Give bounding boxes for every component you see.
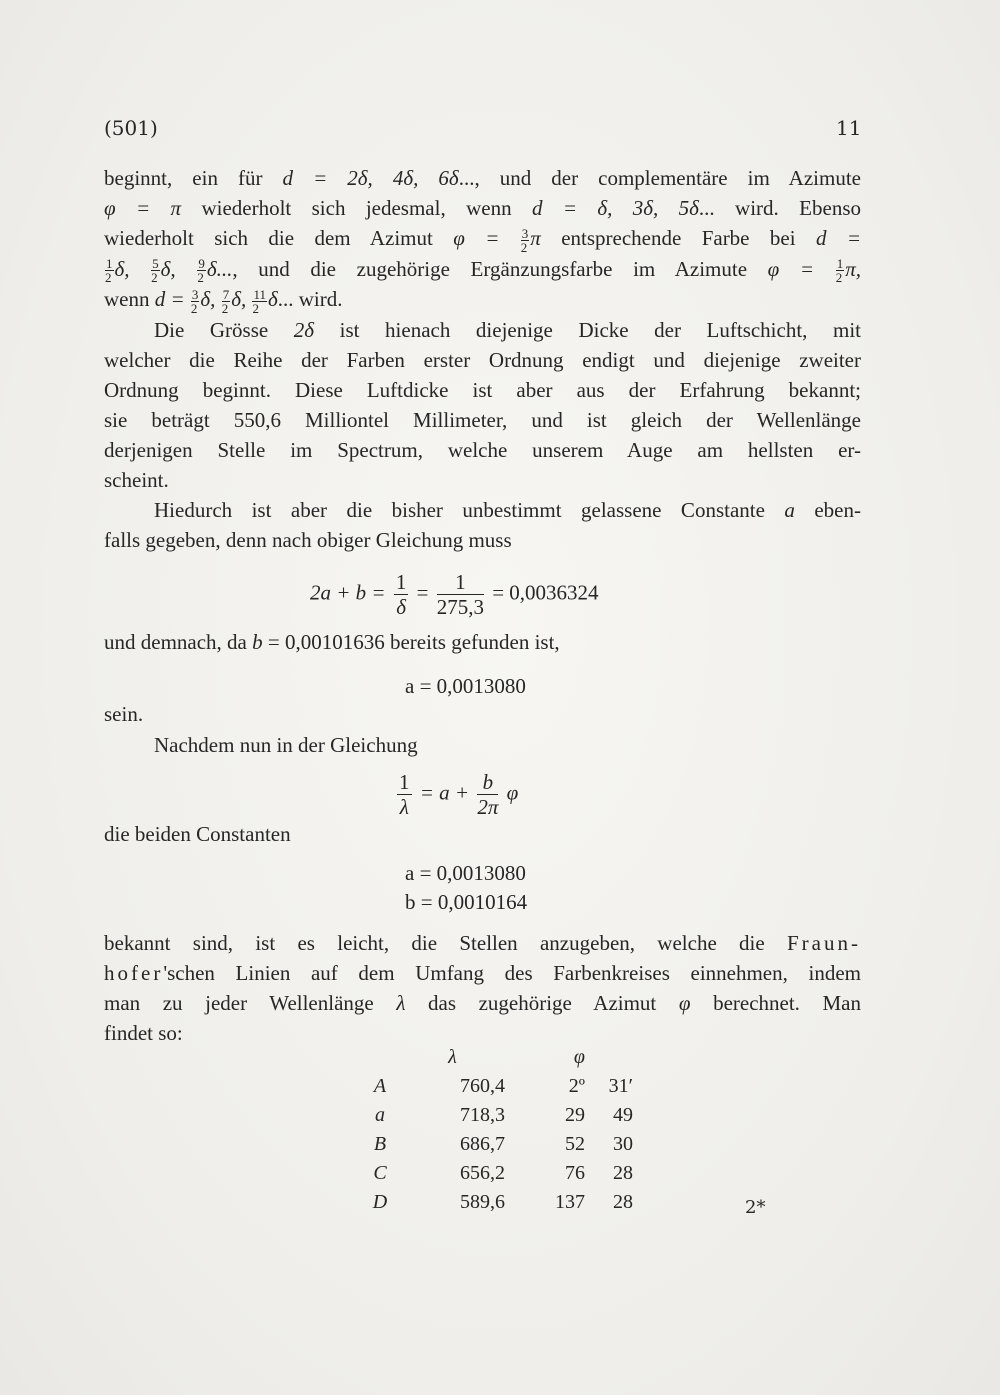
paragraph-5: Nachdem nun in der Gleichung xyxy=(154,733,418,757)
wavelength-azimuth-table xyxy=(360,1043,633,1217)
equation-4b: b = 0,0010164 xyxy=(405,890,528,914)
text-sein: sein. xyxy=(104,702,144,726)
paragraph-6: die beiden Constanten xyxy=(104,822,291,846)
equation-2: a = 0,0013080 xyxy=(405,674,526,698)
paragraph-7: bekannt sind, ist es leicht, die Stellen anzugeben, welche die Fraun- hofer'schen Linien auf dem Umfang des Farbenkreises einnehmen, indem man zu jeder Wellenlänge λ das zugehörige Azimut φ berechnet. Man findet so: xyxy=(104,931,861,1045)
table-row: B 686,7 52 30 xyxy=(373,1133,633,1155)
paragraph-2: Die Grösse 2δ ist hienach diejenige Dicke der Luftschicht, mit xyxy=(154,318,861,343)
equation-3: $\frac{1}{\lambda}$ = a + $\frac{b}{2\pi}$ φ xyxy=(399,770,519,819)
equation-4a: a = 0,0013080 xyxy=(405,861,526,885)
equation-1: 2a + b = $\frac{1}{\delta}$ = $\frac{1}{275,3}$ = 0,0036324 xyxy=(310,570,599,619)
paragraph-4: und demnach, da b = 0,00101636 bereits gefunden ist, xyxy=(104,630,560,654)
table-row: a 718,3 29 49 xyxy=(375,1104,633,1126)
table-row: A 760,4 2º 31′ xyxy=(373,1075,633,1097)
table-header-row xyxy=(360,1043,633,1072)
fraction-three-half: $\frac{3}{2}$ xyxy=(520,225,529,255)
paragraph-3: Hiedurch ist aber die bisher unbestimmt gelassene Constante a eben- xyxy=(154,498,861,523)
page-number: 11 xyxy=(836,116,862,140)
paragraph-1: beginnt, ein für d = 2δ, 4δ, 6δ..., und der complementäre im Azimute φ = π wiederholt sich jedesmal, wenn d = δ, 3δ, 5δ... wird. Ebenso wiederholt sich die dem Azimut φ = $\frac{3}{2}$ π entsprechende Farbe bei d = $\frac{1}{2}$ δ, $\frac{5}{2}$ δ, $\frac{9}{2}$ δ..., und die zugehörige Ergänzungsfarbe im Azimute φ = $\frac{1}{2}$ π, wenn d = $\frac{3}{2}$ δ, $\frac{7}{2}$ δ, $\frac{11}{2}$ δ... wird. xyxy=(104,166,862,317)
body-text: beginnt, ein für d = 2δ, 4δ, 6δ..., und der complementäre im Azimute φ = π wiederholt sich jedesmal, wenn d = δ, 3δ, 5δ... wird. Ebenso wiederholt sich die dem Azimut φ = $\frac{3}{2}$ π entsprechende Farbe bei d = $\frac{1}{2}$ δ, $\frac{5}{2}$ δ, $\frac{9}{2}$ δ..., und die zugehörige Ergänzungsfarbe im Azimute φ = $\frac{1}{2}$ π, wenn d = $\frac{3}{2}$ δ, $\frac{7}{2}$ δ, $\frac{11}{2}$ δ... wird. Die Grösse 2δ ist hienach diejenige Dicke der Luftschicht, mit welcher die Reihe der Farben erster Ordnung endigt und diejenige zweiter Ordnung beginnt. Diese Luftdicke ist aber aus der Erfahrung bekannt; sie beträgt 550,6 Milliontel Millimeter, und ist gleich der Wellenlänge derjenigen Stelle im Spectrum, welche unserem Auge am hellsten er- scheint. Hiedurch ist aber die bisher unbestimmt gelassene Constante a eben- falls gegeben, denn nach obiger Gleichung muss xyxy=(104,163,861,555)
header-phi: φ xyxy=(573,1046,585,1068)
table-row: C 656,2 76 28 xyxy=(373,1162,633,1184)
table-row: D 589,6 137 28 xyxy=(372,1191,633,1213)
signature-mark: 2* xyxy=(745,1197,766,1218)
header-lambda: λ xyxy=(448,1046,457,1068)
page-number-bracketed: (501) xyxy=(104,116,158,140)
